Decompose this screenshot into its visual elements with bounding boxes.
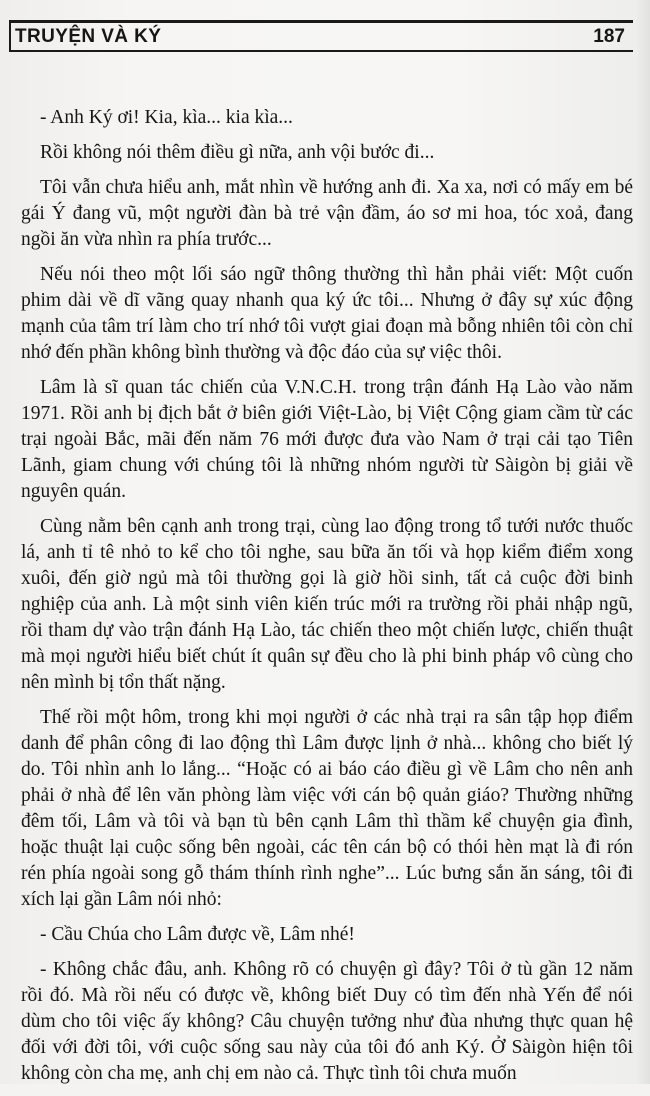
page-number: 187 — [593, 25, 625, 47]
paragraph: Rồi không nói thêm điều gì nữa, anh vội bước đi... — [40, 142, 435, 163]
paragraph: - Không chắc đâu, anh. Không rõ có chuyện gì đây? Tôi ở tù gần 12 năm rồi đó. Mà rồi nếu có được về, không biết Duy có tìm đến nhà Yến để nói dùm cho tôi việc ấy không? Câu chuyện tưởng như đùa nhưng thực quan hệ đối với đời tôi, với cuộc sống sau này của tôi đó anh Ký. Ở Sàigòn hiện tôi không còn cha mẹ, anh chị em nào cả. Thực tình tôi chưa muốn — [21, 959, 633, 1084]
paragraph: Cùng nằm bên cạnh anh trong trại, cùng lao động trong tổ tưới nước thuốc lá, anh tỉ tê nhỏ to kể cho tôi nghe, sau bữa ăn tối và họp kiểm điểm xong xuôi, đến giờ ngủ mà tôi thường gọi là giờ hồi sinh, tất cả cuộc đời binh nghiệp của anh. Là một sinh viên kiến trúc mới ra trường rồi phải nhập ngũ, rồi tham dự vào trận đánh Hạ Lào, tác chiến theo một chiến lược, chiến thuật mà mọi người hiểu biết chút ít quân sự đều cho là phi binh pháp vô cùng cho nên mình bị tổn thất nặng. — [21, 516, 633, 693]
paragraph: Nếu nói theo một lối sáo ngữ thông thường thì hẳn phải viết: Một cuốn phim dài về dĩ vãng quay nhanh qua ký ức tôi... Nhưng ở đây sự xúc động mạnh của tâm trí làm cho trí nhớ tôi vượt giai đoạn mà bỗng nhiên tôi còn chỉ nhớ đến phần không bình thường và độc đáo của sự việc thôi. — [21, 264, 633, 363]
paragraph: Thế rồi một hôm, trong khi mọi người ở các nhà trại ra sân tập họp điểm danh để phân công đi lao động thì Lâm được lịnh ở nhà... không cho biết lý do. Tôi nhìn anh lo lắng... “Hoặc có ai báo cáo điều gì về Lâm cho nên anh phải ở nhà để lên văn phòng làm việc với cán bộ quản giáo? Thường những đêm tối, Lâm và tôi và bạn tù bên cạnh Lâm thì thầm kể chuyện gia đình, hoặc thuật lại cuộc sống bên ngoài, các tên cán bộ có thói hèn mạt là đi rón rén phía ngoài song gỗ thám thính rình nghe”... Lúc bưng sắn ăn sáng, tôi đi xích lại gần Lâm nói nhỏ: — [21, 707, 633, 910]
running-header — [9, 20, 633, 52]
paragraph: - Anh Ký ơi! Kia, kìa... kia kìa... — [40, 107, 293, 128]
page-edge-shadow — [636, 0, 650, 1084]
header-title: TRUYỆN VÀ KÝ — [15, 25, 162, 47]
paragraph: Tôi vẫn chưa hiểu anh, mắt nhìn về hướng anh đi. Xa xa, nơi có mấy em bé gái Ý đang vũ, một người đàn bà trẻ vận đầm, áo sơ mi hoa, tóc xoả, đang ngồi ăn vừa nhìn ra phía trước... — [21, 177, 633, 250]
body-text — [21, 105, 633, 1096]
paragraph: - Cầu Chúa cho Lâm được về, Lâm nhé! — [40, 924, 355, 945]
paragraph: Lâm là sĩ quan tác chiến của V.N.C.H. trong trận đánh Hạ Lào vào năm 1971. Rồi anh bị địch bắt ở biên giới Việt-Lào, bị Việt Cộng giam cầm từ các trại ngoài Bắc, mãi đến năm 76 mới được đưa vào Nam ở trại cải tạo Tiên Lãnh, giam chung với chúng tôi là những nhóm người từ Sàigòn bị giải về nguyên quán. — [21, 377, 633, 502]
